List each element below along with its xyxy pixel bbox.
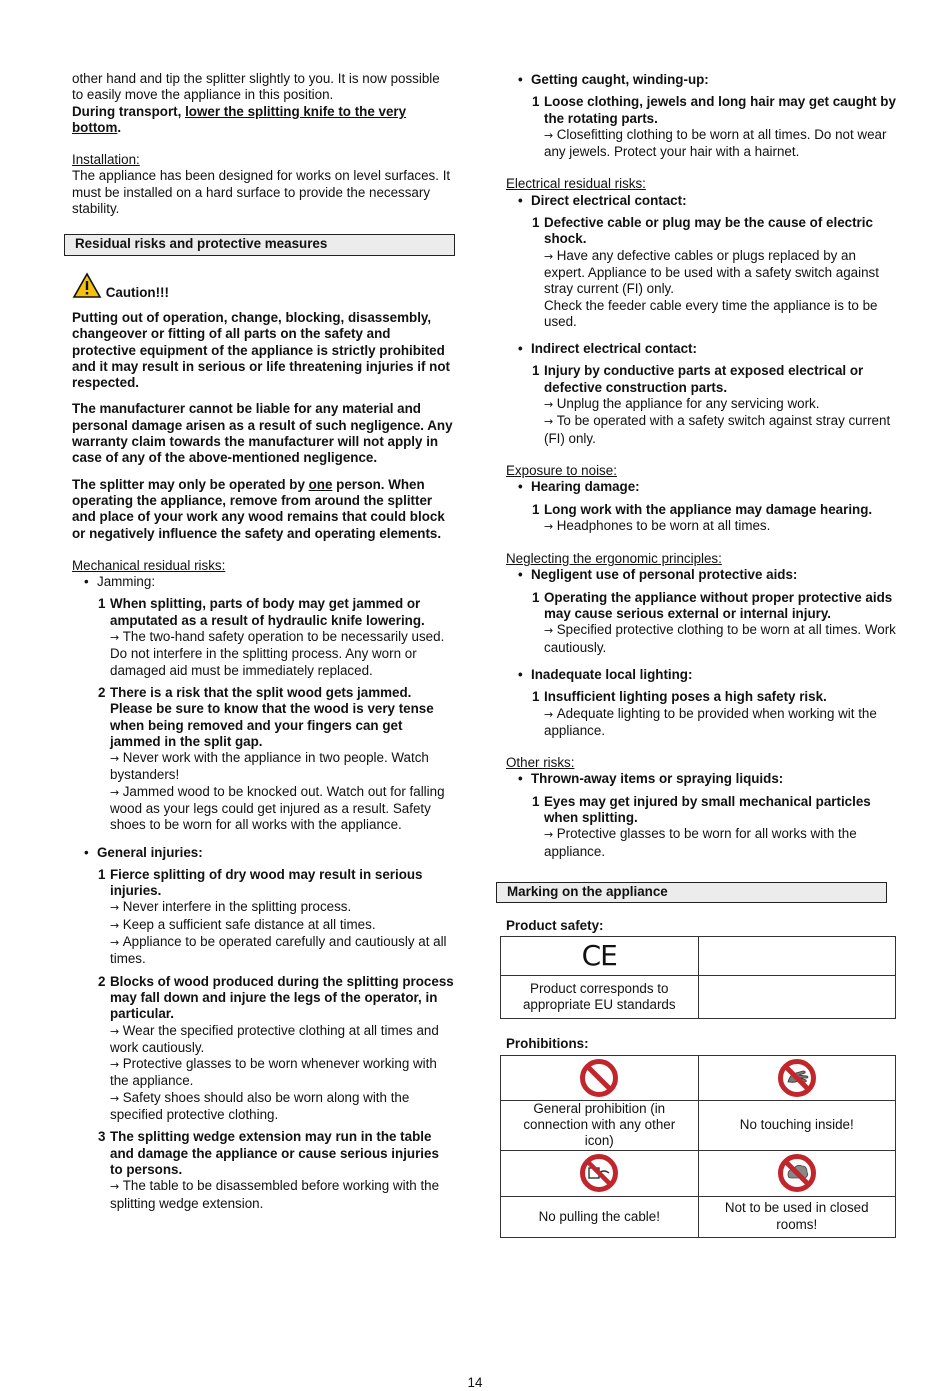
no-pulling-cable-icon xyxy=(579,1153,619,1193)
thrown-list xyxy=(506,794,896,860)
protective-measure: → Unplug the appliance for any servicing work. xyxy=(544,396,820,412)
risk-item-number: 1 xyxy=(98,596,106,612)
installation-heading: Installation: xyxy=(72,152,140,168)
risk-item xyxy=(506,590,896,656)
risk-item-heading: The splitting wedge extension may run in the table and damage the appliance or cause serious injuries to persons. xyxy=(110,1129,439,1177)
protective-measure: → To be operated with a safety switch against stray current (FI) only. xyxy=(544,413,891,446)
right-column xyxy=(506,72,896,1238)
arrow-right-icon: → xyxy=(110,1091,123,1105)
general-prohibition-icon xyxy=(579,1058,619,1098)
risk-item-number: 1 xyxy=(532,363,540,379)
risk-item-heading: Defective cable or plug may be the cause of electric shock. xyxy=(544,215,873,247)
risk-item-heading: When splitting, parts of body may get jammed or amputated as a result of hydraulic knife lowering. xyxy=(110,596,425,628)
ce-empty-cell xyxy=(698,937,896,976)
risk-item xyxy=(506,689,896,739)
lighting-list xyxy=(506,689,896,739)
protective-measure: → Headphones to be worn at all times. xyxy=(544,517,771,533)
risk-item-heading: There is a risk that the split wood gets jammed. Please be sure to know that the wood is very tense when being removed and your fingers can get jammed in the split gap. xyxy=(110,684,434,749)
risk-item-number: 1 xyxy=(532,94,540,110)
negligent-bullet: • Negligent use of personal protective aids: xyxy=(506,567,896,583)
protective-measure: → Jammed wood to be knocked out. Watch out for falling wood as your legs could get injured as a result. Safety shoes to be worn for all works with the appliance. xyxy=(110,783,445,833)
protective-measure: → Wear the specified protective clothing at all times and work cautiously. xyxy=(110,1022,439,1055)
noise-heading: Exposure to noise: xyxy=(506,462,617,478)
direct-contact-bullet: • Direct electrical contact: xyxy=(506,193,896,209)
arrow-right-icon: → xyxy=(110,918,123,932)
risk-item-heading: Operating the appliance without proper protective aids may cause serious external or internal injury. xyxy=(544,589,893,622)
left-column xyxy=(72,71,454,1212)
product-safety-label: Product safety: xyxy=(506,918,604,934)
caught-list xyxy=(506,94,896,160)
page-number: 14 xyxy=(467,1375,483,1390)
arrow-right-icon: → xyxy=(544,828,557,842)
risk-item xyxy=(72,685,454,834)
risk-item-number: 2 xyxy=(98,684,106,700)
indirect-contact-list xyxy=(506,363,896,446)
risk-item xyxy=(506,502,896,536)
ergonomic-heading: Neglecting the ergonomic principles: xyxy=(506,551,722,567)
general-injuries-bullet: • General injuries: xyxy=(72,845,454,861)
arrow-right-icon: → xyxy=(544,415,557,429)
lighting-bullet: • Inadequate local lighting: xyxy=(506,667,896,683)
risk-item xyxy=(72,867,454,968)
protective-measure: → Adequate lighting to be provided when working wit the appliance. xyxy=(544,705,877,738)
risk-item xyxy=(506,215,896,330)
caution-label: Caution!!! xyxy=(105,284,169,300)
protective-measure: → Keep a sufficient safe distance at all times. xyxy=(110,916,376,932)
arrow-right-icon: → xyxy=(110,901,123,915)
general-injuries-list xyxy=(72,867,454,1212)
no-pulling-caption: No pulling the cable! xyxy=(501,1196,699,1237)
general-prohibition-caption: General prohibition (in connection with any other icon) xyxy=(501,1100,699,1150)
risk-item xyxy=(72,596,454,678)
no-pulling-icon-cell xyxy=(501,1150,699,1196)
risk-item-heading: Injury by conductive parts at exposed electrical or defective construction parts. xyxy=(544,363,864,395)
electrical-heading: Electrical residual risks: xyxy=(506,176,646,192)
arrow-right-icon: → xyxy=(544,624,557,638)
prohibitions-label: Prohibitions: xyxy=(506,1036,589,1052)
no-touching-icon-cell xyxy=(698,1055,896,1100)
direct-contact-list xyxy=(506,215,896,330)
other-risks-heading: Other risks: xyxy=(506,755,575,771)
risk-item xyxy=(72,974,454,1124)
thrown-bullet: • Thrown-away items or spraying liquids: xyxy=(506,771,896,787)
warning-paragraph-1: Putting out of operation, change, blocking, disassembly, changeover or fitting of all parts on the safety and protective equipment of the appliance is strictly prohibited and it may result in serious or life threatening injuries if not respected. xyxy=(72,309,450,391)
arrow-right-icon: → xyxy=(110,752,123,766)
risk-item xyxy=(506,94,896,160)
warning-triangle-icon xyxy=(72,272,102,299)
risk-item-number: 1 xyxy=(532,501,540,517)
protective-measure: → The table to be disassembled before working with the splitting wedge extension. xyxy=(110,1178,440,1211)
arrow-right-icon: → xyxy=(110,936,123,950)
protective-measure: → Protective glasses to be worn for all works with the appliance. xyxy=(544,826,857,859)
arrow-right-icon: → xyxy=(110,1180,123,1194)
risk-item-number: 1 xyxy=(532,215,540,231)
no-touching-caption: No touching inside! xyxy=(698,1100,896,1150)
hearing-bullet: • Hearing damage: xyxy=(506,479,896,495)
mechanical-heading: Mechanical residual risks: xyxy=(72,557,226,573)
closed-rooms-caption: Not to be used in closed rooms! xyxy=(698,1196,896,1237)
protective-measure: → The two-hand safety operation to be necessarily used. Do not interfere in the splitting process. Any worn or damaged aid must be immediately replaced. xyxy=(110,629,445,678)
risk-item-heading: Eyes may get injured by small mechanical particles when splitting. xyxy=(544,793,871,825)
indirect-contact-bullet: • Indirect electrical contact: xyxy=(506,341,896,357)
arrow-right-icon: → xyxy=(544,707,557,721)
residual-risks-heading: Residual risks and protective measures xyxy=(64,234,455,255)
protective-measure: → Specified protective clothing to be worn at all times. Work cautiously. xyxy=(544,622,896,655)
risk-item-heading: Loose clothing, jewels and long hair may get caught by the rotating parts. xyxy=(544,94,896,126)
no-closed-rooms-icon xyxy=(777,1153,817,1193)
risk-item xyxy=(506,794,896,860)
risk-item-number: 1 xyxy=(532,793,540,809)
risk-item-heading: Long work with the appliance may damage hearing. xyxy=(544,501,873,517)
arrow-right-icon: → xyxy=(110,1024,123,1038)
arrow-right-icon: → xyxy=(544,249,557,263)
jamming-list xyxy=(72,596,454,833)
risk-item-number: 1 xyxy=(532,589,540,605)
protective-measure: → Safety shoes should also be worn along with the specified protective clothing. xyxy=(110,1089,410,1123)
ce-mark-icon: CE xyxy=(581,939,617,973)
closed-rooms-icon-cell xyxy=(698,1150,896,1196)
risk-item-heading: Fierce splitting of dry wood may result in serious injuries. xyxy=(110,866,423,899)
protective-measure-extra: Check the feeder cable every time the appliance is to be used. xyxy=(544,297,878,329)
risk-item xyxy=(506,363,896,446)
caution-line xyxy=(72,272,454,301)
caught-bullet: • Getting caught, winding-up: xyxy=(506,72,896,88)
risk-item-number: 1 xyxy=(532,689,540,705)
arrow-right-icon: → xyxy=(110,785,123,799)
intro-text: other hand and tip the splitter slightly to you. It is now possible to easily move the appliance in this position. xyxy=(72,71,440,103)
risk-item-heading: Blocks of wood produced during the splitting process may fall down and injure the legs of the operator, in particular. xyxy=(110,973,454,1022)
jamming-bullet: • Jamming: xyxy=(72,574,454,590)
warning-paragraph-3: The splitter may only be operated by one person. When operating the appliance, remove from around the splitter and place of your work any wood remains that could block or negatively influence the safety and operating elements. xyxy=(72,476,445,541)
ce-cell xyxy=(501,937,699,976)
ce-caption: Product corresponds to appropriate EU standards xyxy=(501,976,699,1019)
hearing-list xyxy=(506,502,896,536)
arrow-right-icon: → xyxy=(110,1058,123,1072)
risk-item-heading: Insufficient lighting poses a high safety risk. xyxy=(544,689,827,705)
warning-paragraph-2: The manufacturer cannot be liable for any material and personal damage arisen as a result of such negligence. Any warranty claim towards the manufacturer will not apply in case of any of the above-mentioned negligence. xyxy=(72,401,453,466)
product-safety-table xyxy=(500,936,896,1019)
protective-measure: → Never work with the appliance in two people. Watch bystanders! xyxy=(110,750,429,783)
risk-item-number: 2 xyxy=(98,973,106,989)
protective-measure: → Protective glasses to be worn whenever working with the appliance. xyxy=(110,1056,437,1089)
arrow-right-icon: → xyxy=(544,398,557,412)
risk-item xyxy=(72,1129,454,1211)
arrow-right-icon: → xyxy=(544,519,557,533)
transport-note: During transport, lower the splitting knife to the very bottom. xyxy=(72,103,407,135)
risk-item-number: 1 xyxy=(98,866,106,882)
protective-measure: → Closefitting clothing to be worn at all times. Do not wear any jewels. Protect your hair with a hairnet. xyxy=(544,126,887,160)
protective-measure: → Appliance to be operated carefully and cautiously at all times. xyxy=(110,934,447,967)
prohibitions-table xyxy=(500,1055,896,1238)
no-touching-inside-icon xyxy=(777,1058,817,1098)
protective-measure: → Never interfere in the splitting process. xyxy=(110,899,352,915)
ce-empty-caption-cell xyxy=(698,976,896,1019)
installation-text: The appliance has been designed for works on level surfaces. It must be installed on a hard surface to provide the necessary stability. xyxy=(72,168,451,217)
marking-heading: Marking on the appliance xyxy=(496,882,887,903)
risk-item-number: 3 xyxy=(98,1129,106,1145)
negligent-list xyxy=(506,590,896,656)
arrow-right-icon: → xyxy=(544,128,557,142)
general-prohibition-icon-cell xyxy=(501,1055,699,1100)
arrow-right-icon: → xyxy=(110,631,123,645)
protective-measure: → Have any defective cables or plugs replaced by an expert. Appliance to be used with a safety switch against stray current (FI) only. xyxy=(544,247,879,297)
